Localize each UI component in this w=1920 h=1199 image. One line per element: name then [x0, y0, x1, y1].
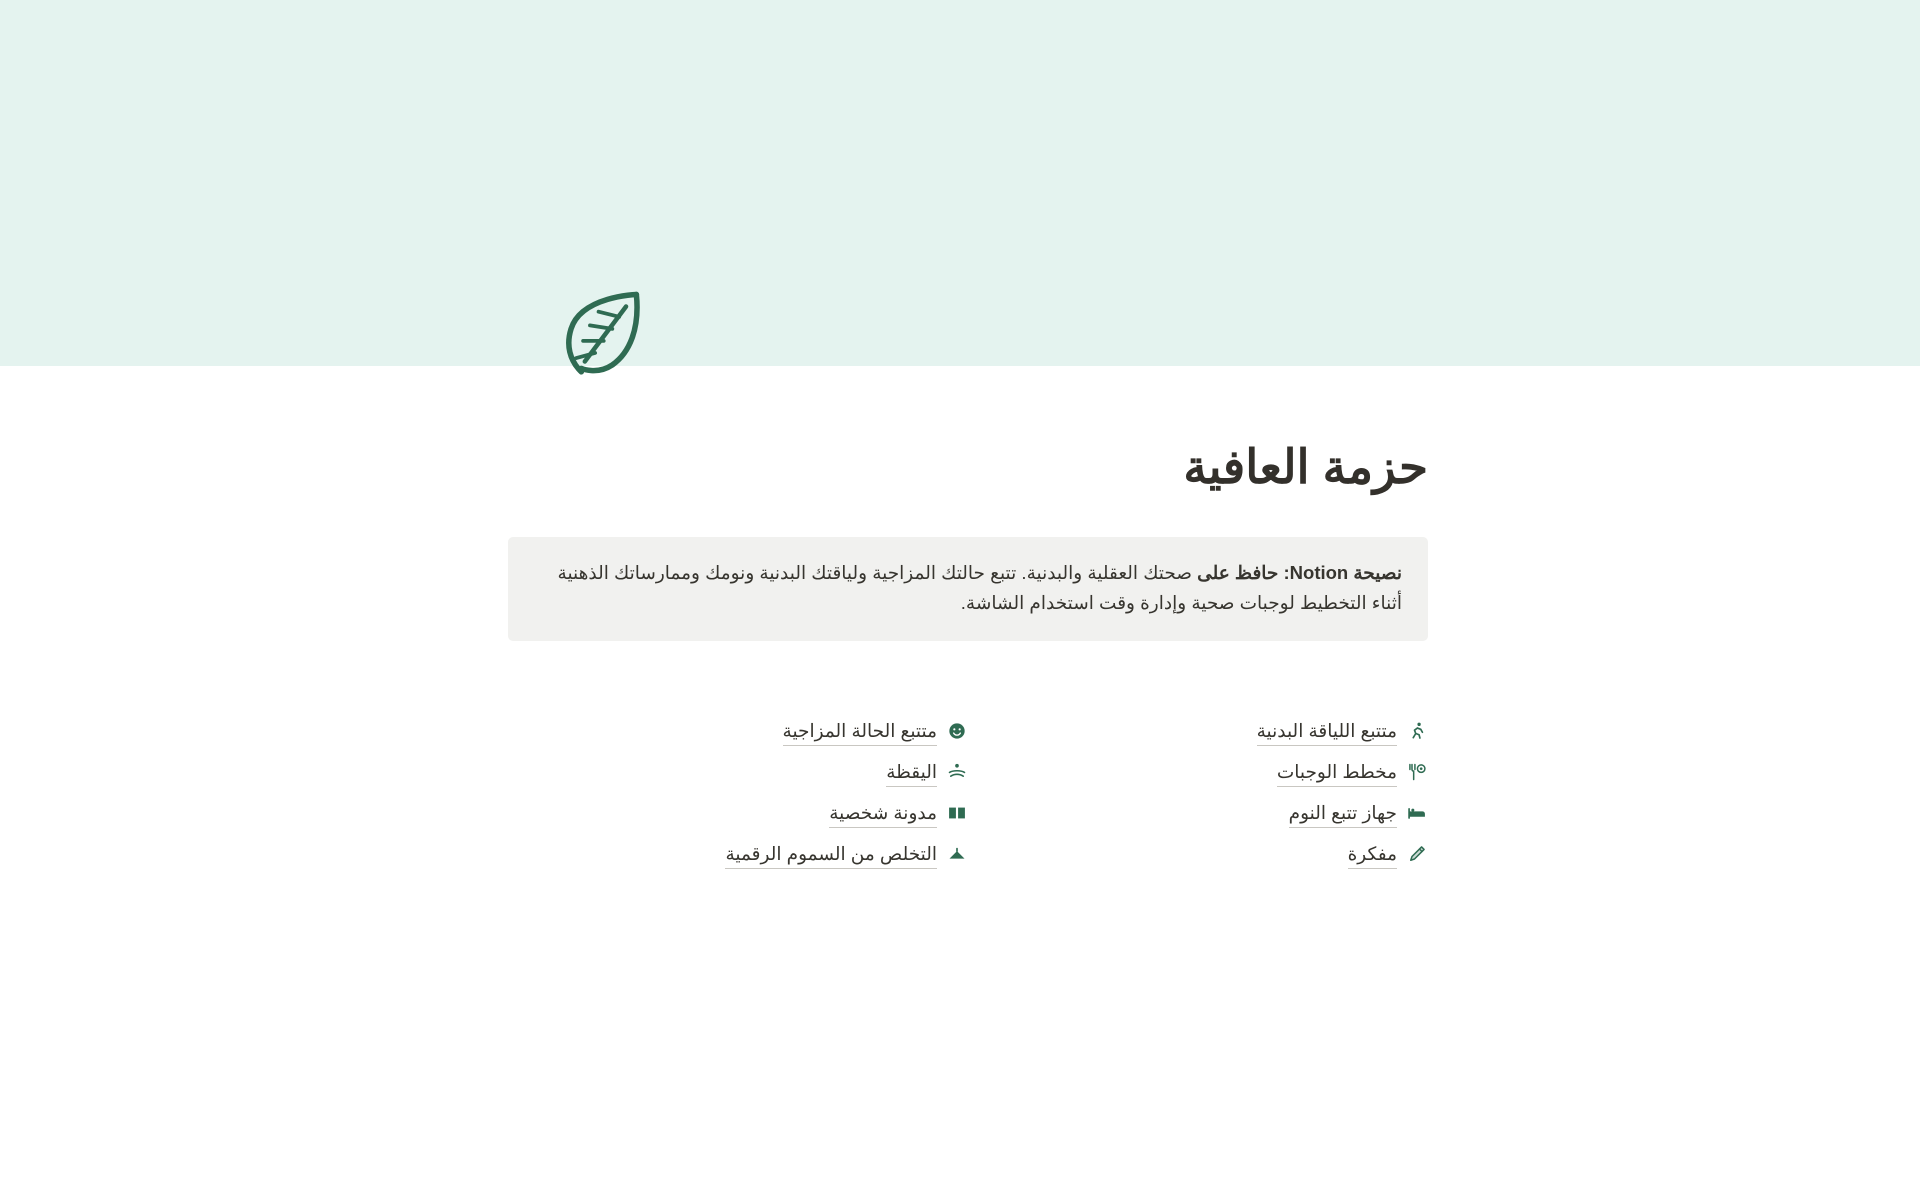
- bed-icon: [1406, 802, 1428, 824]
- fork-knife-icon: [1406, 761, 1428, 783]
- link-mindfulness[interactable]: [508, 756, 968, 789]
- link-fitness-tracker[interactable]: [968, 715, 1428, 748]
- link-meal-planner[interactable]: [968, 756, 1428, 789]
- callout-body: صحتك العقلية والبدنية. تتبع حالتك المزاجية ولياقتك البدنية ونومك وممارساتك الذهنية أثناء التخطيط لوجبات صحية وإدارة وقت استخدام الشاشة.: [557, 562, 1402, 614]
- link-label: متتبع اللياقة البدنية: [1257, 717, 1397, 747]
- leaf-icon[interactable]: [540, 272, 664, 396]
- link-label: التخلص من السموم الرقمية: [725, 840, 937, 870]
- link-sleep-tracker[interactable]: [968, 797, 1428, 830]
- link-label: اليقظة: [886, 758, 937, 788]
- links-grid: [508, 715, 1428, 871]
- callout-lead: نصيحة Notion: حافظ على: [1197, 562, 1402, 584]
- link-label: مدونة شخصية: [829, 799, 937, 829]
- page-title: حزمة العافية: [1183, 440, 1428, 493]
- link-label: متتبع الحالة المزاجية: [783, 717, 937, 747]
- links-column-left: [508, 715, 968, 871]
- pen-icon: [1406, 843, 1428, 865]
- power-off-icon: [946, 843, 968, 865]
- link-label: مفكرة: [1348, 840, 1397, 870]
- smiley-face-icon: [946, 720, 968, 742]
- link-notebook[interactable]: [968, 838, 1428, 871]
- meditation-icon: [946, 761, 968, 783]
- callout-tip: [508, 537, 1428, 641]
- links-column-right: [968, 715, 1428, 871]
- link-label: جهاز تتبع النوم: [1289, 799, 1397, 829]
- link-digital-detox[interactable]: [508, 838, 968, 871]
- page-cover: [0, 0, 1920, 366]
- link-label: مخطط الوجبات: [1277, 758, 1397, 788]
- link-mood-tracker[interactable]: [508, 715, 968, 748]
- book-icon: [946, 802, 968, 824]
- page-content: [508, 440, 1428, 871]
- running-person-icon: [1406, 720, 1428, 742]
- link-personal-blog[interactable]: [508, 797, 968, 830]
